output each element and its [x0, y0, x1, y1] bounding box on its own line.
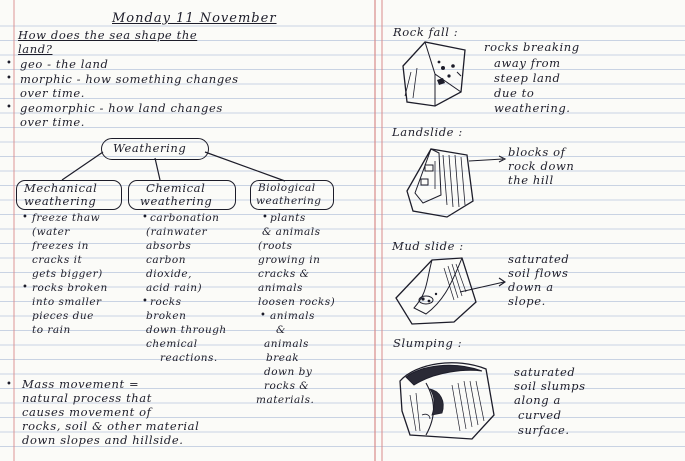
mindmap-connectors	[0, 0, 380, 200]
chemical-note: carbonation	[150, 212, 220, 224]
bullet-icon: •	[260, 310, 266, 321]
mudslide-note: slope.	[508, 294, 546, 308]
chemical-note: carbon	[146, 254, 186, 266]
question-line-2: land?	[18, 42, 53, 56]
slumping-note: soil slumps	[514, 379, 586, 393]
bullet-icon: •	[142, 212, 148, 223]
definition-morphic: morphic - how something changes	[20, 72, 239, 86]
mudslide-note: down a	[508, 280, 554, 294]
chemical-note: chemical	[146, 338, 198, 350]
chemical-note: acid rain)	[146, 282, 203, 294]
biological-note: growing in	[258, 254, 321, 266]
chemical-note: down through	[146, 324, 227, 336]
slumping-note: curved	[518, 408, 562, 422]
biological-note: (roots	[258, 240, 293, 252]
page-date: Monday 11 November	[112, 11, 277, 26]
biological-title-2: weathering	[256, 195, 322, 207]
biological-note: &	[276, 324, 286, 336]
slumping-note: along a	[514, 393, 561, 407]
definition-geomorphic-cont: over time.	[20, 115, 86, 129]
biological-note: down by	[264, 366, 313, 378]
rockfall-heading: Rock fall :	[393, 25, 459, 39]
biological-note: animals	[258, 282, 303, 294]
chemical-note: rocks	[150, 296, 182, 308]
rockfall-note: weathering.	[494, 101, 571, 115]
central-term: Weathering	[113, 141, 187, 155]
landslide-note: the hill	[508, 173, 554, 187]
bullet-icon: •	[262, 212, 268, 223]
mechanical-title-1: Mechanical	[24, 181, 98, 195]
mechanical-note: gets bigger)	[32, 268, 103, 280]
landslide-note: blocks of	[508, 145, 566, 159]
slumping-note: saturated	[514, 365, 576, 379]
rockfall-sketch	[395, 36, 475, 112]
bullet-icon: •	[6, 379, 12, 390]
biological-note: rocks &	[264, 380, 310, 392]
bullet-icon: •	[6, 58, 12, 69]
mass-movement-line: rocks, soil & other material	[22, 419, 200, 433]
biological-note: animals	[270, 310, 315, 322]
mechanical-note: to rain	[32, 324, 71, 336]
slumping-heading: Slumping :	[393, 336, 463, 350]
mechanical-note: cracks it	[32, 254, 83, 266]
bullet-icon: •	[22, 212, 28, 223]
biological-note: animals	[264, 338, 309, 350]
definition-morphic-cont: over time.	[20, 86, 86, 100]
mechanical-note: freezes in	[32, 240, 89, 252]
mudslide-note: soil flows	[508, 266, 569, 280]
mechanical-note: pieces due	[32, 310, 94, 322]
chemical-title-2: weathering	[140, 194, 213, 208]
biological-note: & animals	[262, 226, 321, 238]
chemical-note: absorbs	[146, 240, 192, 252]
chemical-note: dioxide,	[146, 268, 192, 280]
mass-movement-line: causes movement of	[22, 405, 152, 419]
rockfall-note: due to	[494, 86, 535, 100]
biological-note: loosen rocks)	[258, 296, 336, 308]
mechanical-note: into smaller	[32, 296, 102, 308]
slumping-sketch	[396, 355, 506, 445]
mass-movement-line: Mass movement =	[22, 377, 140, 391]
bullet-icon: •	[6, 102, 12, 113]
mass-movement-line: natural process that	[22, 391, 152, 405]
biological-title-1: Biological	[258, 182, 316, 194]
mass-movement-line: down slopes and hillside.	[22, 433, 184, 447]
biological-note: break	[266, 352, 300, 364]
biological-note: cracks &	[258, 268, 310, 280]
mechanical-title-2: weathering	[24, 194, 97, 208]
mechanical-note: (water	[32, 226, 70, 238]
bullet-icon: •	[142, 296, 148, 307]
biological-note: plants	[270, 212, 306, 224]
chemical-note: reactions.	[160, 352, 218, 364]
rockfall-note: away from	[494, 56, 561, 70]
bullet-icon: •	[22, 282, 28, 293]
mechanical-note: rocks broken	[32, 282, 108, 294]
landslide-sketch	[395, 145, 505, 225]
mudslide-sketch	[392, 252, 512, 332]
chemical-note: broken	[146, 310, 187, 322]
rockfall-note: rocks breaking	[484, 40, 580, 54]
bullet-icon: •	[6, 73, 12, 84]
definition-geo: geo - the land	[20, 57, 109, 71]
mechanical-note: freeze thaw	[32, 212, 101, 224]
landslide-note: rock down	[508, 159, 575, 173]
rockfall-note: steep land	[494, 71, 561, 85]
landslide-heading: Landslide :	[392, 125, 463, 139]
question-line-1: How does the sea shape the	[18, 28, 198, 42]
chemical-note: (rainwater	[146, 226, 208, 238]
mudslide-note: saturated	[508, 252, 570, 266]
definition-geomorphic: geomorphic - how land changes	[20, 101, 223, 115]
chemical-title-1: Chemical	[146, 181, 206, 195]
slumping-note: surface.	[518, 423, 570, 437]
mudslide-heading: Mud slide :	[392, 239, 464, 253]
biological-note: materials.	[256, 394, 315, 406]
